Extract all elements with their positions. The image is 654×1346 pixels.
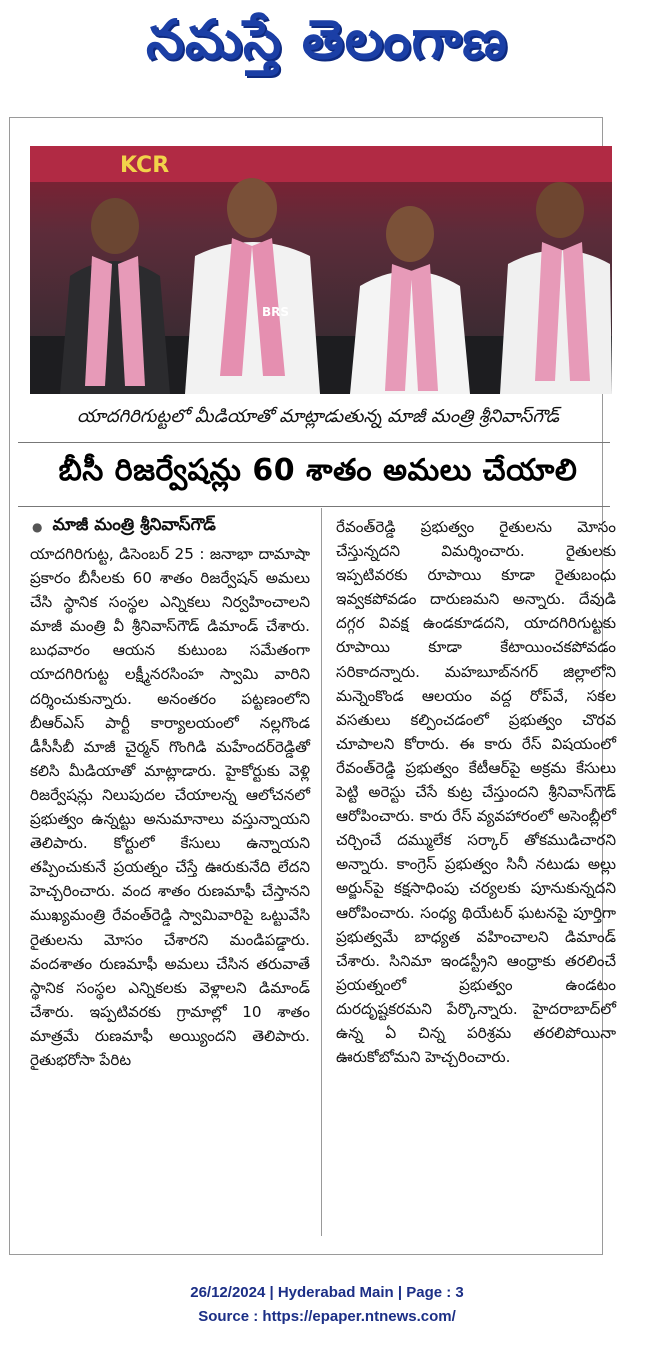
column-divider (321, 508, 322, 1236)
article-column-1 (30, 542, 310, 1072)
byline (32, 514, 312, 540)
banner-text: KCR (120, 153, 170, 178)
footer-date-edition: 26/12/2024 | Hyderabad Main | Page : 3 (190, 1284, 464, 1301)
scarf-text: BRS (262, 305, 290, 319)
divider-headline (18, 506, 610, 507)
byline-text: మాజీ మంత్రి శ్రీనివాస్‌గౌడ్ (52, 515, 216, 535)
article-column-1-text: యాదగిరిగుట్ట, డిసెంబర్ 25 : జనాభా దామాషా ప్రకారం బీసీలకు 60 శాతం రిజర్వేషన్ అమలు చేసి స్థానిక సంస్థల ఎన్నికలు నిర్వహించాలని మాజీ మంత్రి వీ శ్రీనివాస్‌గౌడ్ డిమాండ్ చేశారు. బుధవారం ఆయన కుటుంబ సమేతంగా యాదగిరిగుట్ట లక్ష్మీనరసింహ స్వామి వారిని దర్శించుకున్నారు. అనంతరం పట్టణంలోని బీఆర్‌ఎస్ పార్టీ కార్యాలయంలో నల్లగొండ డీసీసీబీ మాజీ చైర్మన్ గొంగిడి మహేందర్‌రెడ్డితో కలిసి మీడియాతో మాట్లాడారు. హైకోర్టుకు వెళ్లి రిజర్వేషన్లు నిలుపుదల చేయాలన్న ఆలోచనలో ప్రభుత్వం ఉన్నట్టు అనుమానాలు వస్తున్నాయని తెలిపారు. కోర్టులో కేసులు ఉన్నాయని తప్పించుకునే ప్రయత్నం చేస్తే ఊరుకునేది లేదని హెచ్చరించారు. వంద శాతం రుణమాఫీ చేస్తానని ముఖ్యమంత్రి రేవంత్‌రెడ్డి స్వామివారిపై ఒట్టువేసి రైతులను మోసం చేశారని మండిపడ్డారు. వందశాతం రుణమాఫీ అమలు చేసిన తరువాతే స్థానిక సంస్థల ఎన్నికలకు వెళ్లాలని డిమాండ్ చేశారు. ఇప్పటివరకు గ్రామాల్లో 10 శాతం మాత్రమే రుణమాఫీ అయ్యిందని తెలిపారు. రైతుభరోసా పేరిట (30, 545, 310, 1069)
byline-bullet: ● (32, 520, 43, 534)
article-photo (30, 146, 612, 394)
footer-source: Source : https://epaper.ntnews.com/ (198, 1308, 456, 1325)
article-column-2 (336, 515, 616, 1069)
article-column-2-text: రేవంత్‌రెడ్డి ప్రభుత్వం రైతులను మోసం చేస్తున్నదని విమర్శించారు. రైతులకు ఇప్పటివరకు రూపాయి కూడా రైతుబంధు ఇవ్వకపోవడం దారుణమని అన్నారు. దేవుడి దగ్గర వివక్ష ఉండకూడదని, యాదగిరిగుట్టకు రూపాయి కూడా కేటాయించకపోవడం సరికాదన్నారు. మహబూబ్‌నగర్ జిల్లాలోని మన్నెంకొండ ఆలయం వద్ద రోప్‌వే, సకల వసతులు కల్పించడంలో ప్రభుత్వం చొరవ చూపాలని కోరారు. ఈ కారు రేస్ విషయంలో రేవంత్‌రెడ్డి ప్రభుత్వం కేటీఆర్‌పై అక్రమ కేసులు పెట్టి అరెస్టు చేసే కుట్ర చేస్తుందని శ్రీనివాస్‌గౌడ్ ఆరోపించారు. కారు రేస్ వ్యవహారంలో అసెంబ్లీలో చర్చించే దమ్ములేక సర్కార్ తోకముడిచారని అన్నారు. కాంగ్రెస్ ప్రభుత్వం సినీ నటుడు అల్లు అర్జున్‌పై కక్షసాధింపు చర్యలకు పూనుకున్నదని ఆరోపించారు. సంధ్య థియేటర్ ఘటనపై పూర్తిగా ప్రభుత్వమే బాధ్యత వహించాలని డిమాండ్ చేశారు. సినిమా ఇండస్ట్రీని ఆంధ్రాకు తరలించే ప్రయత్నంలో ప్రభుత్వం ఉండటం దురదృష్టకరమని పేర్కొన్నారు. హైదరాబాద్‌లో ఉన్న ఏ చిన్న పరిశ్రమ తరలిపోయినా ఊరుకోబోమని హెచ్చరించారు. (336, 518, 616, 1067)
article-headline: బీసీ రిజర్వేషన్లు 60 శాతం అమలు చేయాలి (58, 453, 578, 488)
photo-illustration (30, 146, 612, 394)
masthead (0, 6, 654, 86)
photo-caption: యాదగిరిగుట్టలో మీడియాతో మాట్లాడుతున్న మాజీ మంత్రి శ్రీనివాస్‌గౌడ్ (76, 405, 560, 427)
masthead-title: నమస్తే తెలంగాణ (146, 7, 508, 71)
divider-top (18, 442, 610, 443)
